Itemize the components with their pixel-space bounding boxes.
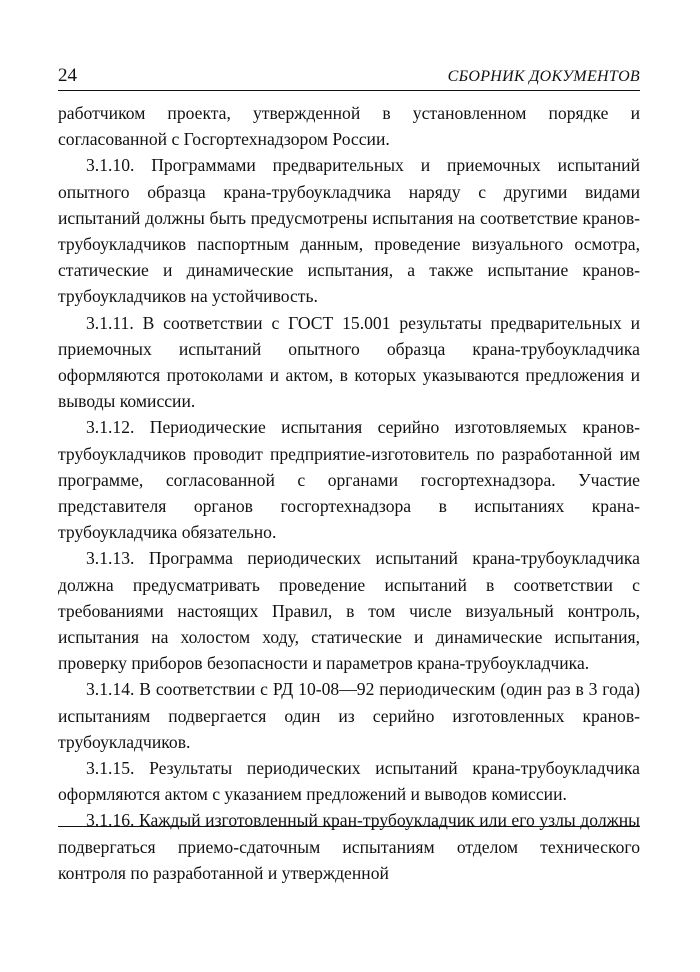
- paragraph-continuation: работчиком проекта, утвержденной в установленном порядке и согласованной с Госгортехнадзором России.: [58, 103, 640, 150]
- body-text: [58, 100, 640, 886]
- footer-rule: [58, 826, 640, 827]
- running-title: СБОРНИК ДОКУМЕНТОВ: [447, 68, 640, 85]
- page-number: 24: [58, 65, 77, 86]
- paragraph-3-1-10: 3.1.10. Программами предварительных и приемочных испытаний опытного образца крана-трубоукладчика наряду с другими видами испытаний должны быть предусмотрены испытания на соответствие кранов-трубоукладчиков паспортным данным, проведение визуального осмотра, статические и динамические испытания, а также испытание кранов-трубоукладчиков на устойчивость.: [58, 155, 640, 307]
- paragraph-3-1-15: 3.1.15. Результаты периодических испытаний крана-трубоукладчика оформляются актом с указанием предложений и выводов комиссии.: [58, 758, 640, 805]
- paragraph-3-1-12: 3.1.12. Периодические испытания серийно изготовляемых кранов-трубоукладчиков проводит предприятие-изготовитель по разработанной им программе, согласованной с органами госгортехнадзора. Участие представителя органов госгортехнадзора в испытаниях крана-трубоукладчика обязательно.: [58, 417, 640, 543]
- paragraph-3-1-13: 3.1.13. Программа периодических испытаний крана-трубоукладчика должна предусматривать проведение испытаний в соответствии с требованиями настоящих Правил, в том числе визуальный контроль, испытания на холостом ходу, статические и динамические испытания, проверку приборов безопасности и параметров крана-трубоукладчика.: [58, 548, 640, 674]
- paragraph-3-1-16: 3.1.16. Каждый изготовленный кран-трубоукладчик или его узлы должны подвергаться приемо-сдаточным испытаниям отделом технического контроля по разработанной и утвержденной: [58, 810, 640, 883]
- paragraph-3-1-14: 3.1.14. В соответствии с РД 10-08—92 периодическим (один раз в 3 года) испытаниям подвергается один из серийно изготовленных кранов-трубоукладчиков.: [58, 679, 640, 752]
- paragraph-3-1-11: 3.1.11. В соответствии с ГОСТ 15.001 результаты предварительных и приемочных испытаний опытного образца крана-трубоукладчика оформляются протоколами и актом, в которых указываются предложения и выводы комиссии.: [58, 312, 640, 412]
- page-header: [58, 64, 640, 91]
